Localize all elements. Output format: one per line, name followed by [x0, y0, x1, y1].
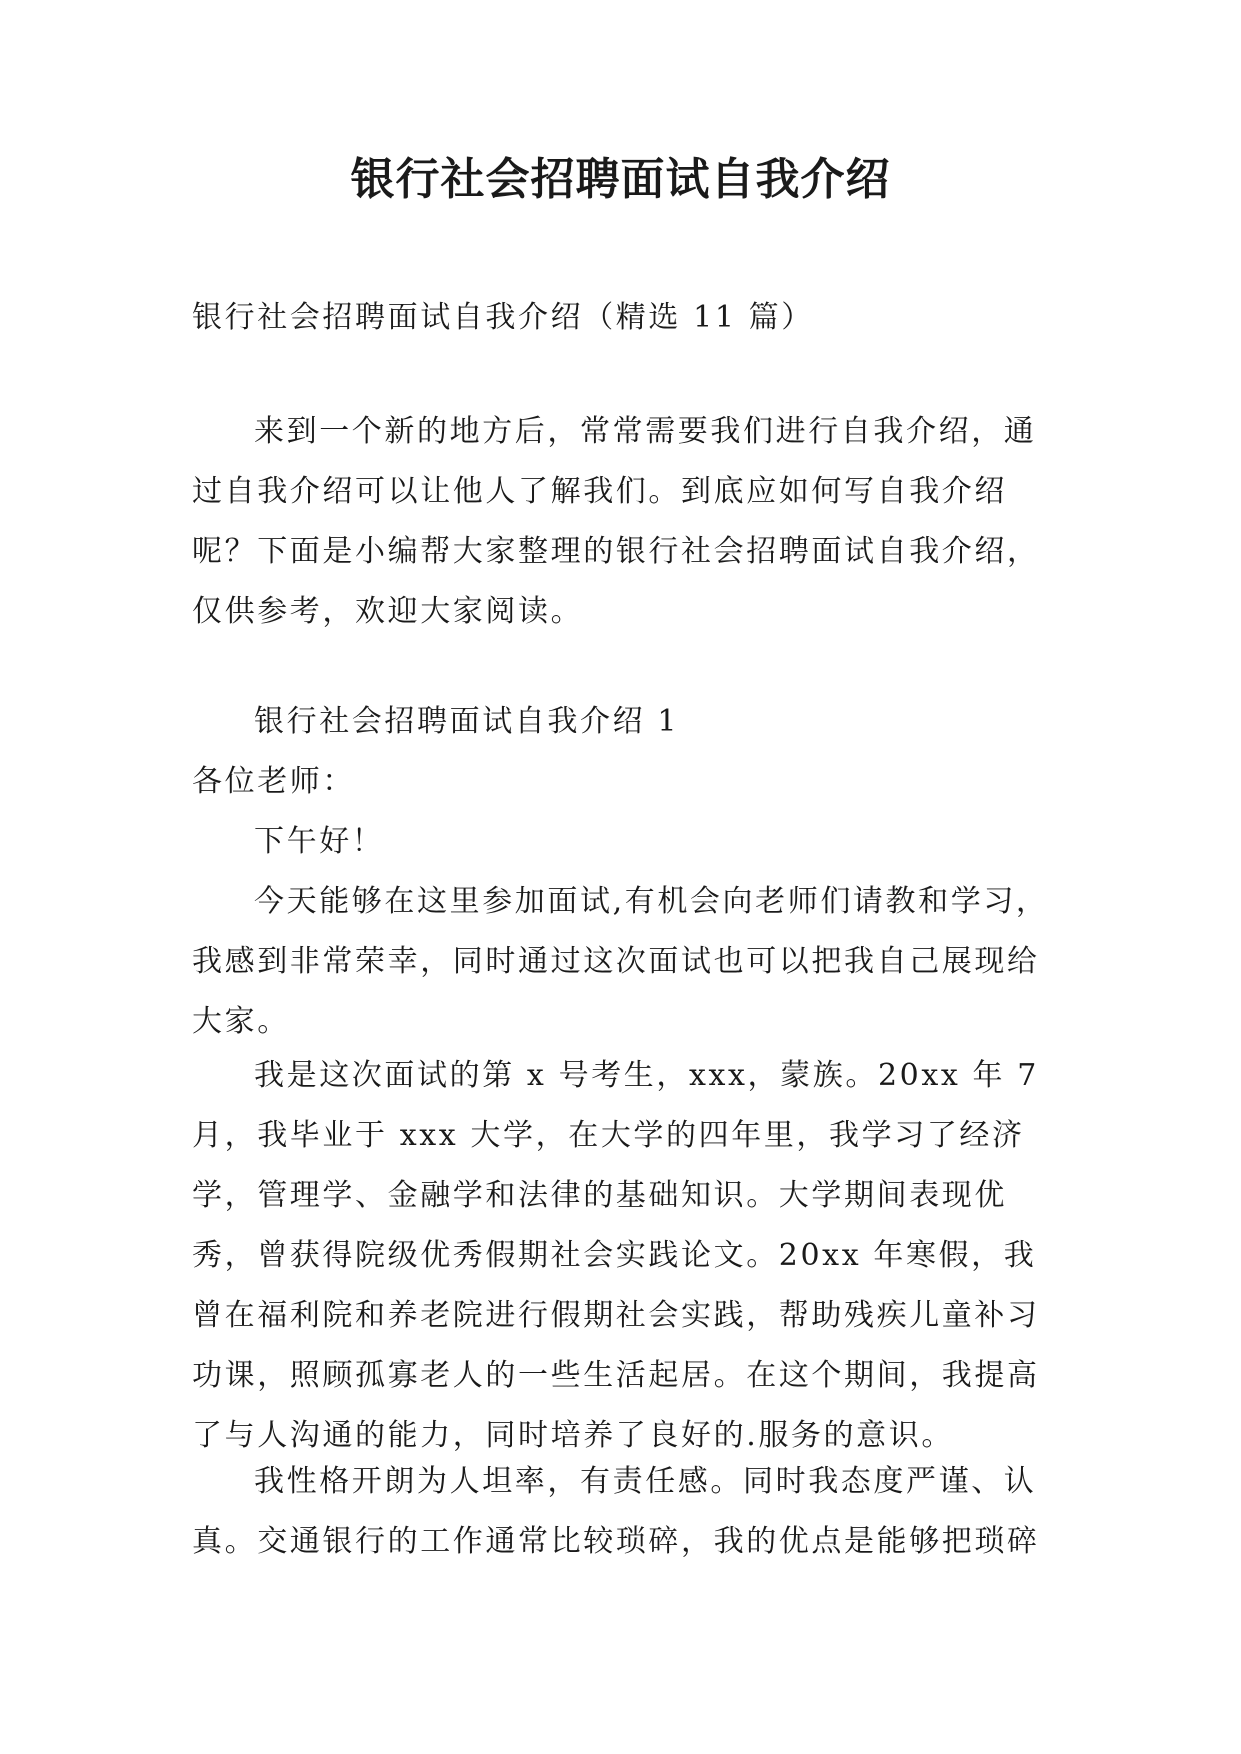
salutation: 各位老师： — [192, 764, 355, 799]
document-title: 银行社会招聘面试自我介绍 — [350, 154, 891, 205]
section-heading: 银行社会招聘面试自我介绍 1 — [254, 704, 680, 739]
body-paragraph: 今天能够在这里参加面试,有机会向老师们请教和学习，我感到非常荣幸，同时通过这次面试也可以把我自己展现给大家。 — [192, 884, 1049, 1039]
intro-paragraph: 来到一个新的地方后，常常需要我们进行自我介绍，通过自我介绍可以让他人了解我们。到底应如何写自我介绍呢？下面是小编帮大家整理的银行社会招聘面试自我介绍，仅供参考，欢迎大家阅读。 — [192, 414, 1040, 629]
greeting: 下午好！ — [254, 824, 385, 859]
document-subtitle: 银行社会招聘面试自我介绍（精选 11 篇） — [192, 300, 814, 335]
body-paragraph: 我是这次面试的第 x 号考生，xxx，蒙族。20xx 年 7 月，我毕业于 xxx 大学，在大学的四年里，我学习了经济学，管理学、金融学和法律的基础知识。大学期间表现优秀，曾获得院级优秀假期社会实践论文。20xx 年寒假，我曾在福利院和养老院进行假期社会实践，帮助残疾儿童补习功课，照顾孤寡老人的一些生活起居。在这个期间，我提高了与人沟通的能力，同时培养了良好的.服务的意识。 — [192, 1058, 1040, 1453]
body-paragraph: 我性格开朗为人坦率，有责任感。同时我态度严谨、认真。交通银行的工作通常比较琐碎，我的优点是能够把琐碎 — [192, 1464, 1040, 1559]
